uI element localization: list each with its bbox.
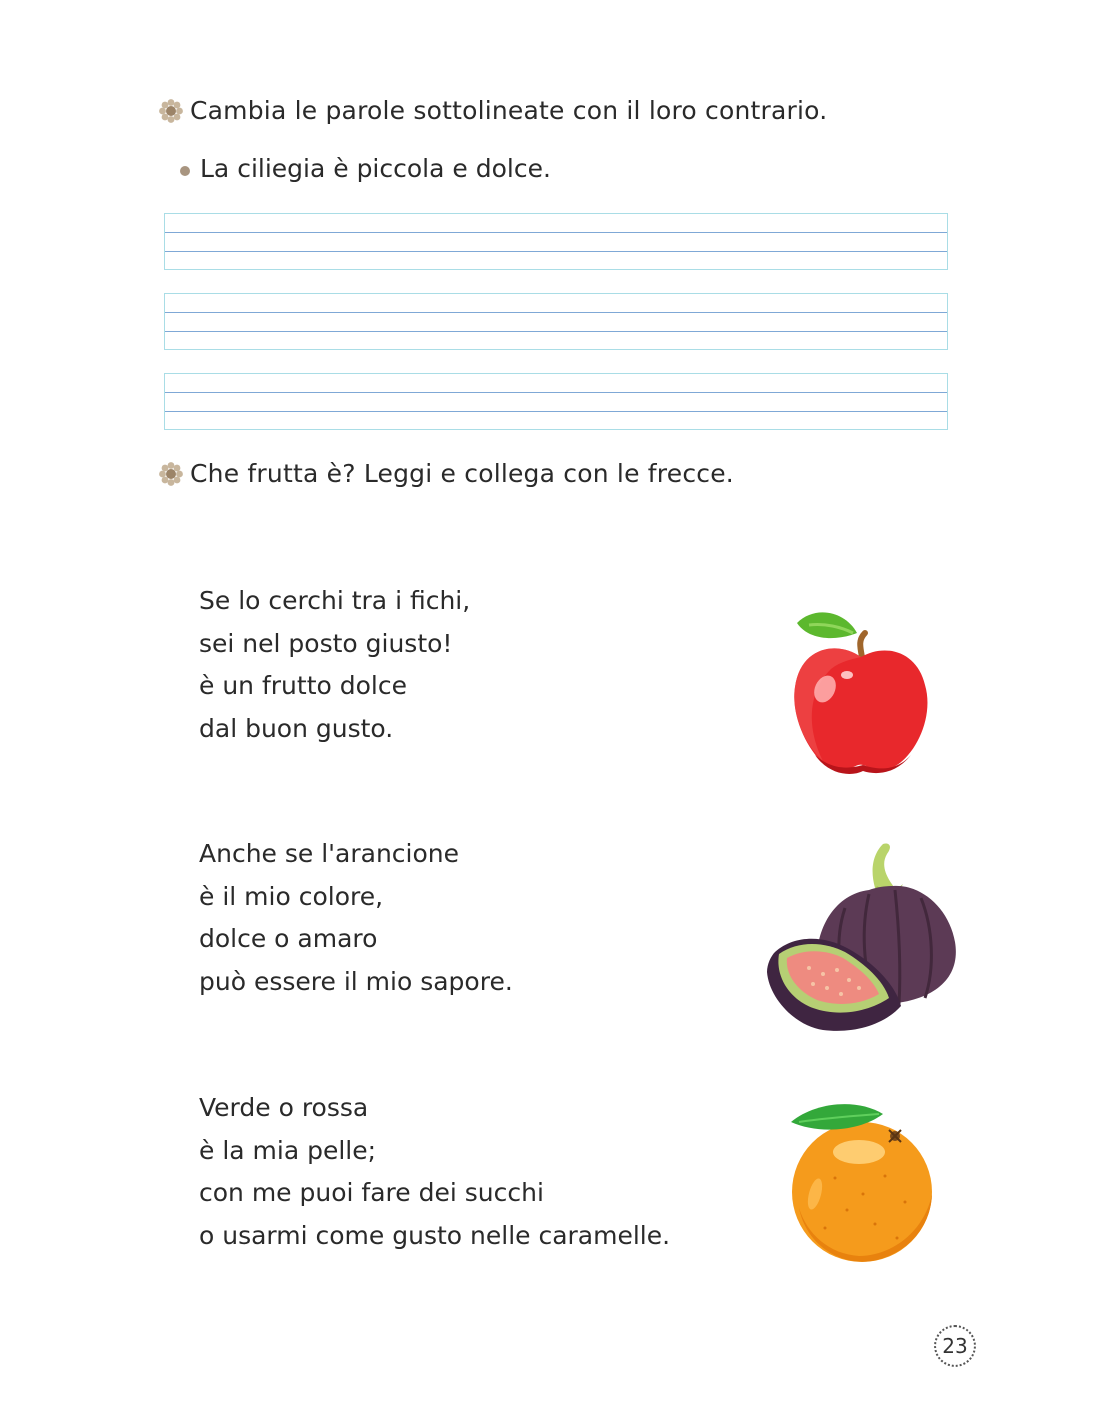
riddle-line: con me puoi fare dei succhi [199,1178,544,1207]
exercise-1-sentence [180,154,551,183]
exercise-2-text: Che frutta è? Leggi e collega con le frecce. [190,459,734,488]
orange-icon[interactable] [785,1098,940,1268]
riddle-line: dolce o amaro [199,924,378,953]
riddle-1[interactable] [199,580,470,750]
riddle-line: Se lo cerchi tra i fichi, [199,586,471,615]
riddle-line: Anche se l'arancione [199,839,460,868]
riddle-3[interactable] [199,1087,670,1257]
bullet-dot-icon [180,166,190,176]
sentence-text: La ciliegia è piccola e dolce. [200,154,551,183]
exercise-1-instruction [158,96,827,125]
exercise-1-text: Cambia le parole sottolineate con il loro contrario. [190,96,828,125]
fig-icon[interactable] [765,838,960,1038]
writing-area-2[interactable] [164,293,948,350]
flower-icon [158,461,184,487]
apple-icon[interactable] [785,605,935,780]
riddle-line: può essere il mio sapore. [199,966,513,996]
riddle-line: è il mio colore, [199,881,384,911]
riddle-line: sei nel posto giusto! [199,628,453,658]
riddle-line: Verde o rossa [199,1093,369,1122]
flower-icon [158,98,184,124]
riddle-line: o usarmi come gusto nelle caramelle. [199,1220,671,1250]
writing-area-3[interactable] [164,373,948,430]
riddle-line: dal buon gusto. [199,713,394,743]
riddle-line: è la mia pelle; [199,1135,377,1165]
exercise-2-instruction [158,459,734,488]
page-number [934,1325,976,1367]
riddle-line: è un frutto dolce [199,671,407,700]
writing-area-1[interactable] [164,213,948,270]
riddle-2[interactable] [199,833,513,1003]
page-number-text: 23 [942,1334,968,1358]
